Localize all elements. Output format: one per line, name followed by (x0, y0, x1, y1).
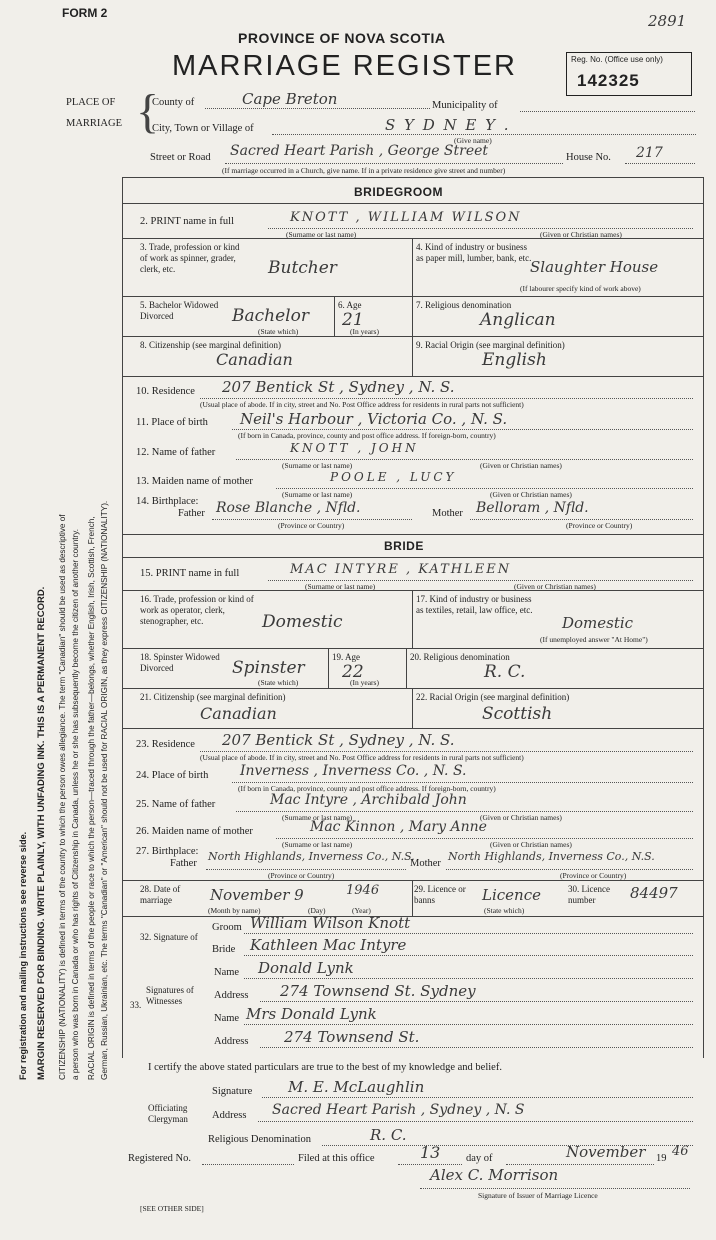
birth-note: (If born in Canada, province, county and post office address. If foreign-born, country) (238, 431, 496, 440)
marriage-label: MARRIAGE (66, 118, 123, 129)
q24-label: 24. Place of birth (136, 770, 209, 781)
q20-label: 20. Religious denomination (410, 652, 510, 662)
corner-number: 2891 (648, 12, 687, 30)
q17-label: 17. Kind of industry or business as textiles, retail, law office, etc. (416, 594, 533, 615)
q22-label: 22. Racial Origin (see marginal definition) (416, 692, 570, 702)
bride-father-surname-note: (Surname or last name) (282, 813, 353, 822)
bride-birth-note: (If born in Canada, province, county and post office address. If foreign-born, country) (238, 784, 496, 793)
q6-label: 6. Age (338, 300, 362, 310)
bride-mother: Mac Kinnon , Mary Anne (310, 819, 487, 835)
q5-label: 5. Bachelor Widowed Divorced (140, 300, 219, 321)
q14-label: 14. Birthplace: (136, 496, 199, 507)
street-value: Sacred Heart Parish , George Street (230, 143, 489, 159)
groom-surname-note: (Surname or last name) (286, 230, 357, 239)
bride-father-bp: North Highlands, Inverness Co., N.S. (208, 850, 415, 863)
clergy-sig-label: Signature (212, 1086, 253, 1097)
w1-address-label: Address (214, 990, 249, 1001)
groom-father-bp: Rose Blanche , Nfld. (216, 500, 361, 516)
clergy-signature: M. E. McLaughlin (288, 1078, 425, 1096)
bride-mother-bp: North Highlands, Inverness Co., N.S. (448, 850, 655, 863)
father-surname-note: (Surname or last name) (282, 461, 353, 470)
groom-mother-bp: Belloram , Nfld. (476, 500, 589, 516)
groom-name: KNOTT , WILLIAM WILSON (290, 210, 522, 225)
margin-citizenship-def2: a person who was born in Canada or who has rights of Citizenship in Canada, unless he or she has subsequently become the citizen of another country. (71, 528, 80, 1080)
groom-mother: POOLE , LUCY (330, 470, 457, 484)
groom-age: 21 (342, 310, 364, 330)
filed-year: 46 (672, 1144, 689, 1159)
place-of-label: PLACE OF (66, 97, 116, 108)
groom-residence: 207 Bentick St , Sydney , N. S. (222, 378, 455, 396)
municipality-label: Municipality of (432, 100, 498, 111)
margin-racial-def: RACIAL ORIGIN is defined in terms of the people or race to which the person—traced through the father—belongs, whether English, Irish, Scottish, French, (87, 516, 96, 1080)
denomination-value: R. C. (370, 1126, 407, 1144)
groom-citizenship: Canadian (216, 350, 293, 369)
q13-label: 13. Maiden name of mother (136, 476, 253, 487)
denomination-label: Religious Denomination (208, 1134, 311, 1145)
bride-religion: R. C. (484, 662, 526, 682)
street-label: Street or Road (150, 152, 211, 163)
bride-age: 22 (342, 662, 364, 682)
month-note: (Month by name) (208, 906, 261, 915)
see-other-side: [SEE OTHER SIDE] (140, 1204, 204, 1213)
bride-sig-label: Bride (212, 944, 236, 955)
w2-name: Mrs Donald Lynk (246, 1005, 377, 1023)
q23-label: 23. Residence (136, 739, 195, 750)
day-note: (Day) (308, 906, 326, 915)
house-label: House No. (566, 152, 611, 163)
q4-label: 4. Kind of industry or business as paper mill, lumber, bank, etc. (416, 242, 532, 263)
day-of-label: day of (466, 1153, 493, 1164)
father-given-note: (Given or Christian names) (480, 461, 562, 470)
city-label: City, Town or Village of (152, 123, 254, 134)
bride-in-years: (In years) (350, 678, 379, 687)
licence-value: Licence (482, 886, 541, 904)
bride-heading: BRIDE (384, 539, 424, 553)
q16-label: 16. Trade, profession or kind of work as operator, clerk, stenographer, etc. (140, 594, 254, 626)
q2-label: 2. PRINT name in full (140, 216, 235, 227)
state-which: (State which) (258, 327, 299, 336)
groom-industry: Slaughter House (530, 258, 659, 276)
bride-signature: Kathleen Mac Intyre (250, 936, 407, 954)
in-years: (In years) (350, 327, 379, 336)
clergy-address-label: Address (212, 1110, 247, 1121)
province-heading: PROVINCE OF NOVA SCOTIA (238, 30, 446, 46)
marriage-year: 1946 (346, 883, 380, 898)
q32-label: 32. Signature of (140, 932, 198, 942)
street-note: (If marriage occurred in a Church, give name. If in a private residence give street and number) (222, 166, 506, 175)
bride-name: MAC INTYRE , KATHLEEN (290, 562, 512, 577)
certify-text: I certify the above stated particulars are true to the best of my knowledge and belief. (148, 1062, 502, 1073)
q29-label: 29. Licence or banns (414, 884, 466, 905)
filed-year-prefix: 19 (656, 1153, 667, 1164)
w2-address: 274 Townsend St. (284, 1028, 420, 1046)
bride-residence: 207 Bentick St , Sydney , N. S. (222, 731, 455, 749)
groom-status: Bachelor (232, 306, 309, 326)
page-title: MARRIAGE REGISTER (172, 50, 517, 82)
reg-no-label: Reg. No. (Office use only) (571, 55, 663, 64)
q17-note: (If unemployed answer "At Home") (540, 635, 648, 644)
county-value: Cape Breton (242, 90, 338, 108)
w2-address-label: Address (214, 1036, 249, 1047)
mother-surname-note: (Surname or last name) (282, 490, 353, 499)
margin-binding-note: MARGIN RESERVED FOR BINDING. WRITE PLAINLY, WITH UNFADING INK. THIS IS A PERMANENT RECORD. (36, 586, 47, 1080)
bride-mother-given-note: (Given or Christian names) (490, 840, 572, 849)
reg-no-box (566, 52, 692, 96)
q25-label: 25. Name of father (136, 799, 216, 810)
groom-trade: Butcher (268, 258, 337, 278)
form-number: FORM 2 (62, 6, 108, 20)
give-name-note: (Give name) (454, 136, 492, 145)
w2-name-label: Name (214, 1013, 240, 1024)
reg-no-value: 142325 (577, 71, 640, 90)
q4-note: (If labourer specify kind of work above) (520, 284, 641, 293)
q10-label: 10. Residence (136, 386, 195, 397)
w1-name: Donald Lynk (258, 959, 354, 977)
registered-label: Registered No. (128, 1153, 191, 1164)
w1-address: 274 Townsend St. Sydney (280, 982, 476, 1000)
bride-father-prov-note: (Province or Country) (268, 871, 335, 880)
q19-label: 19. Age (332, 652, 360, 662)
q11-label: 11. Place of birth (136, 417, 208, 428)
q9-label: 9. Racial Origin (see marginal definition) (416, 340, 565, 350)
bride-status: Spinster (232, 658, 305, 678)
witnesses-label: Signatures of Witnesses (146, 985, 194, 1006)
bride-birth: Inverness , Inverness Co. , N. S. (240, 763, 467, 779)
mother-prov-note: (Province or Country) (566, 521, 633, 530)
bride-state-which: (State which) (258, 678, 299, 687)
house-value: 217 (636, 145, 663, 161)
bride-residence-note: (Usual place of abode. If in city, street and No. Post Office address for residents in rural parts not sufficient) (200, 753, 524, 762)
filed-label: Filed at this office (298, 1153, 375, 1164)
bride-father: Mac Intyre , Archibald John (270, 792, 467, 808)
margin-instructions: For registration and mailing instructions see reverse side. (18, 831, 28, 1080)
father-bp-label: Father (178, 508, 205, 519)
county-label: County of (152, 97, 195, 108)
margin-racial-def2: German, Russian, Ukrainian, etc. The terms "Canadian" or "American" should not be used for RACIAL ORIGIN, as they express CITIZENSHIP (NATIONALITY). (100, 500, 109, 1080)
brace: { (136, 85, 160, 138)
groom-signature: William Wilson Knott (250, 914, 411, 932)
city-value: S Y D N E Y . (385, 116, 511, 134)
margin-citizenship-def: CITIZENSHIP (NATIONALITY) is defined in terms of the country to which the person owes allegiance. The term "Canadian" should be used as descriptive of (58, 514, 67, 1080)
groom-father: KNOTT , JOHN (290, 441, 419, 455)
issuer-signature: Alex C. Morrison (430, 1166, 559, 1184)
filed-month: November (566, 1143, 646, 1161)
bride-mother-surname-note: (Surname or last name) (282, 840, 353, 849)
q30-label: 30. Licence number (568, 884, 610, 905)
bride-father-bp-label: Father (170, 858, 197, 869)
marriage-date: November 9 (210, 886, 304, 904)
officiating-label: Officiating Clergyman (148, 1103, 188, 1124)
groom-origin: English (482, 350, 547, 370)
q33-label: 33. (130, 1000, 142, 1010)
father-prov-note: (Province or Country) (278, 521, 345, 530)
licence-number: 84497 (630, 884, 678, 902)
bride-surname-note: (Surname or last name) (305, 582, 376, 591)
bride-trade: Domestic (262, 612, 343, 632)
q12-label: 12. Name of father (136, 447, 216, 458)
groom-religion: Anglican (480, 310, 556, 330)
q26-label: 26. Maiden name of mother (136, 826, 253, 837)
mother-bp-label: Mother (432, 508, 463, 519)
mother-given-note: (Given or Christian names) (490, 490, 572, 499)
year-note: (Year) (352, 906, 371, 915)
q8-label: 8. Citizenship (see marginal definition) (140, 340, 282, 350)
bride-industry: Domestic (562, 614, 634, 632)
q27-label: 27. Birthplace: (136, 846, 199, 857)
clergy-address: Sacred Heart Parish , Sydney , N. S (272, 1102, 525, 1118)
bride-given-note: (Given or Christian names) (514, 582, 596, 591)
bride-mother-bp-label: Mother (410, 858, 441, 869)
licence-state-which: (State which) (484, 906, 525, 915)
bridegroom-heading: BRIDEGROOM (354, 185, 443, 199)
q7-label: 7. Religious denomination (416, 300, 512, 310)
filed-day: 13 (420, 1143, 441, 1162)
bride-mother-prov-note: (Province or Country) (560, 871, 627, 880)
bride-father-given-note: (Given or Christian names) (480, 813, 562, 822)
bride-origin: Scottish (482, 704, 553, 724)
q18-label: 18. Spinster Widowed Divorced (140, 652, 220, 673)
q15-label: 15. PRINT name in full (140, 568, 240, 579)
q28-label: 28. Date of marriage (140, 884, 181, 905)
groom-given-note: (Given or Christian names) (540, 230, 622, 239)
groom-birth: Neil's Harbour , Victoria Co. , N. S. (240, 410, 508, 428)
q21-label: 21. Citizenship (see marginal definition) (140, 692, 286, 702)
issuer-note: Signature of Issuer of Marriage Licence (478, 1191, 598, 1200)
w1-name-label: Name (214, 967, 240, 978)
groom-sig-label: Groom (212, 922, 242, 933)
bride-citizenship: Canadian (200, 704, 277, 723)
residence-note: (Usual place of abode. If in city, street and No. Post Office address for residents in rural parts not sufficient) (200, 400, 524, 409)
q3-label: 3. Trade, profession or kind of work as spinner, grader, clerk, etc. (140, 242, 240, 274)
